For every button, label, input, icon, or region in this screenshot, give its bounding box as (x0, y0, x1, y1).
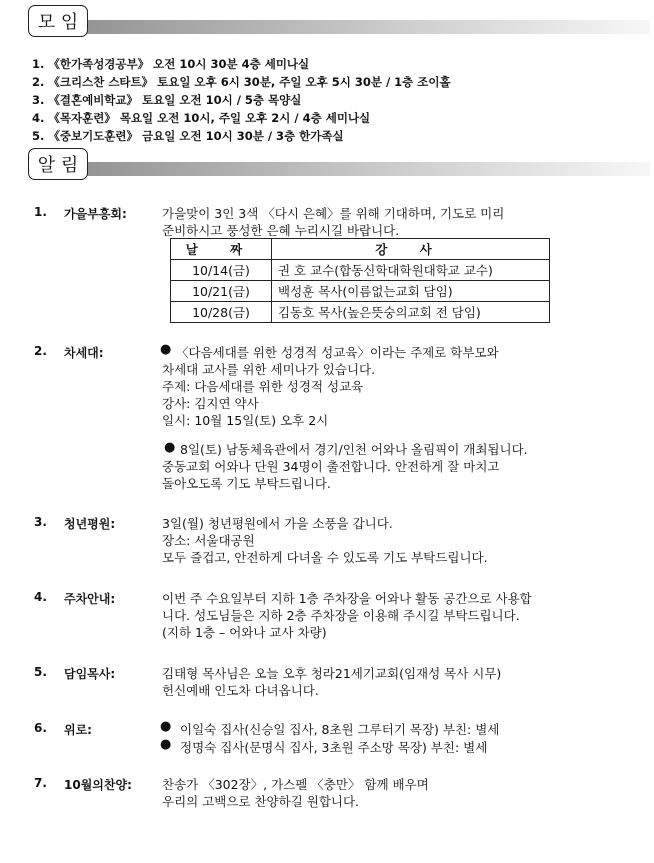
section-number: 7. (34, 776, 47, 790)
section-label (64, 590, 152, 607)
bullet-icon: ● (160, 737, 172, 752)
section-number: 5. (34, 665, 47, 679)
section-label-text: 주차안내: (64, 592, 116, 606)
section-number: 6. (34, 721, 47, 735)
table-row (171, 281, 550, 302)
section-line: 〈다음세대를 위한 성경적 성교육〉이라는 주제로 학부모와 (176, 345, 499, 360)
meeting-item: 1. 《한가족성경공부》 오전 10시 30분 4층 세미나실 (32, 57, 310, 71)
section-label (64, 515, 152, 532)
section-line: 이번 주 수요일부터 지하 1층 주차장을 어와나 활동 공간으로 사용합 (162, 591, 532, 606)
section-label-text: 10월의찬양: (64, 778, 132, 792)
section-line: 정명숙 집사(문명식 집사, 3초원 주소망 목장) 부친: 별세 (180, 740, 488, 755)
section-label (64, 776, 152, 793)
section-line: 모두 즐겁고, 안전하게 다녀올 수 있도록 기도 부탁드립니다. (162, 550, 488, 565)
table-row (171, 302, 550, 323)
section-line: 일시: 10월 15일(토) 오후 2시 (162, 413, 329, 428)
table-cell-date: 10/28(금) (171, 302, 272, 323)
meeting-item: 3. 《결혼예비학교》 토요일 오전 10시 / 5층 목양실 (32, 93, 302, 107)
table-cell-speaker: 권 호 교수(합동신학대학원대학교 교수) (272, 260, 550, 281)
section-label-text: 담임목사: (64, 667, 116, 681)
section-line: 가을맞이 3인 3색 〈다시 은혜〉를 위해 기대하며, 기도로 미리 (162, 206, 505, 221)
table-header-date: 날 짜 (171, 239, 272, 260)
section-line: 주제: 다음세대를 위한 성경적 성교육 (162, 379, 364, 394)
meeting-item: 4. 《목자훈련》 목요일 오전 10시, 주일 오후 2시 / 4층 세미나실 (32, 111, 371, 125)
section-line: (지하 1층 – 어와나 교사 차량) (162, 625, 327, 640)
bullet-icon: ● (164, 440, 176, 455)
section-line: 강사: 김지연 약사 (162, 396, 259, 411)
section-label (64, 205, 152, 222)
table-header-row (171, 239, 550, 260)
table-cell-date: 10/21(금) (171, 281, 272, 302)
section-label-text: 차세대: (64, 346, 104, 360)
section-line: 니다. 성도님들은 지하 2층 주차장을 이용해 주시길 부탁드립니다. (162, 608, 520, 623)
meeting-title: 모 임 (28, 5, 88, 37)
section-line: 김태형 목사님은 오늘 오후 청라21세기교회(임재성 목사 시무) (162, 666, 502, 681)
section-label (64, 344, 152, 361)
section-label (64, 665, 152, 682)
section-label (64, 721, 152, 738)
section-line: 차세대 교사를 위한 세미나가 있습니다. (162, 362, 376, 377)
meeting-header-bar (40, 20, 650, 34)
section-line: 우리의 고백으로 찬양하길 원합니다. (162, 794, 360, 809)
section-line: 찬송가 〈302장〉, 가스펠 〈충만〉 함께 배우며 (162, 777, 429, 792)
section-line: 이일숙 집사(신승일 집사, 8초원 그루터기 목장) 부친: 별세 (180, 722, 500, 737)
section-label-text: 청년평원: (64, 517, 116, 531)
section-number: 1. (34, 205, 47, 219)
table-cell-speaker: 김동호 목사(높은뜻숭의교회 전 담임) (272, 302, 550, 323)
section-number: 4. (34, 590, 47, 604)
section-line: 3일(월) 청년평원에서 가을 소풍을 갑니다. (162, 516, 393, 531)
notice-title: 알 림 (28, 148, 88, 180)
section-number: 3. (34, 515, 47, 529)
section-line: 장소: 서울대공원 (162, 533, 255, 548)
table-cell-speaker: 백성훈 목사(이름없는교회 담임) (272, 281, 550, 302)
table-row (171, 260, 550, 281)
revival-schedule-table (170, 238, 550, 323)
bullet-icon: ● (160, 719, 172, 734)
meeting-item: 5. 《중보기도훈련》 금요일 오전 10시 30분 / 3층 한가족실 (32, 129, 344, 143)
section-label-text: 위로: (64, 723, 92, 737)
notice-header-bar (40, 162, 650, 176)
section-line: 돌아오도록 기도 부탁드립니다. (162, 476, 331, 491)
section-line: 8일(토) 남동체육관에서 경기/인천 어와나 올림픽이 개최됩니다. (180, 442, 528, 457)
section-line: 헌신예배 인도차 다녀옵니다. (162, 683, 319, 698)
section-label-text: 가을부흥회: (64, 207, 127, 221)
section-number: 2. (34, 344, 47, 358)
table-cell-date: 10/14(금) (171, 260, 272, 281)
meeting-item: 2. 《크리스찬 스타트》 토요일 오후 6시 30분, 주일 오후 5시 30분 / 1층 조이홀 (32, 75, 451, 89)
section-line: 준비하시고 풍성한 은혜 누리시길 바랍니다. (162, 223, 400, 238)
section-line: 중동교회 어와나 단원 34명이 출전합니다. 안전하게 잘 마치고 (162, 459, 500, 474)
bullet-icon: ● (160, 342, 172, 357)
table-header-speaker: 강 사 (272, 239, 550, 260)
